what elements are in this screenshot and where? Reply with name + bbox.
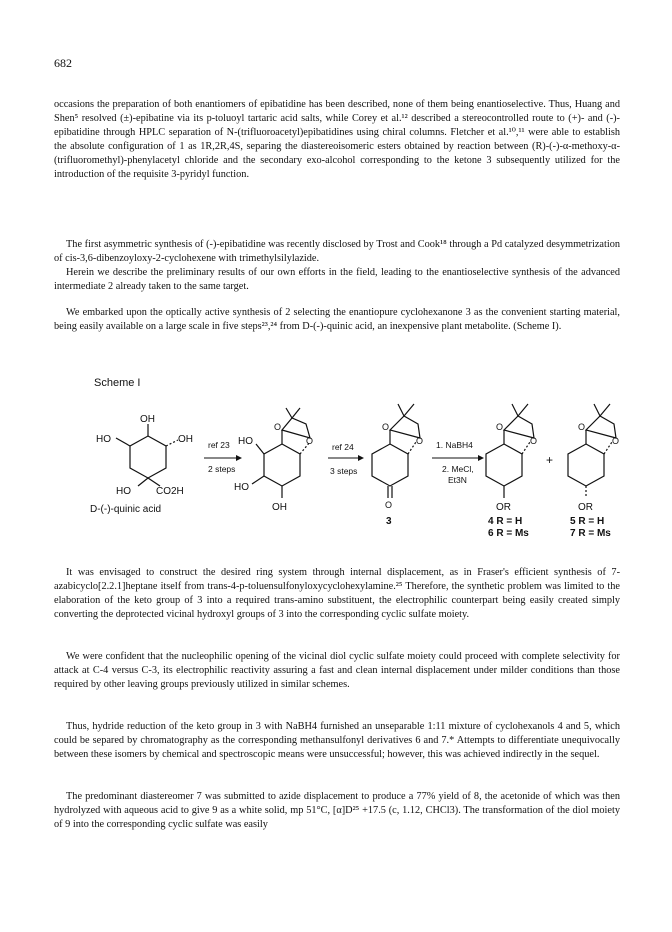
step1-arrowhead (236, 455, 242, 461)
compound3-number: 3 (386, 516, 392, 527)
product-5-7-or: OR (578, 502, 593, 513)
paragraph-1: occasions the preparation of both enantiomers of epibatidine has been described, none of them being enantioselective. Thus, Huang and Shen⁵ resolved (±)-epibatine via its p-toluoyl tartaric acid salts, while Corey et al.¹² described a stereocontrolled route to (+)- and (-)-epibatidine through HPLC separation of N-(trifluoroacetyl)epibatidines using chiral columns. Fletcher et al.¹⁰,¹¹ were able to establish the absolute configuration of 1 as 1R,2R,4S, separing the diastereoisomeric esters obtained by reaction between (R)-(-)-α-methoxy-α-(trifluoromethyl)-phenylacetyl chloride and the secondary exo-alcohol corresponding to the ketone 3 subsequently utilized for the introduction of the requisite 3-pyridyl function. (54, 99, 620, 180)
product-5-7-o2: O (612, 436, 620, 446)
intermediate-o1: O (274, 422, 282, 432)
product-5-label: 5 R = H (570, 516, 605, 527)
quinic-acid-ring (116, 424, 178, 486)
product-4-6-or: OR (496, 502, 511, 513)
intermediate-oh-bottom: OH (272, 502, 287, 513)
quinic-acid-label: D-(-)-quinic acid (90, 504, 162, 515)
paragraph-2: The first asymmetric synthesis of (-)-epibatidine was recently disclosed by Trost and Cook¹⁸ through a Pd catalyzed desymmetrization of cis-3,6-dibenzoyloxy-2-cyclohexene with trimethylsilylazide. (54, 239, 620, 264)
scheme-figure (86, 372, 626, 552)
page-number: 682 (54, 56, 72, 70)
paragraph-4: We embarked upon the optically active synthesis of 2 selecting the enantiopure cyclohexanone 3 as the convenient starting material, being easily available on a large scale in five steps²³,²⁴ from D-(-)-quinic acid, an inexpensive plant metabolite. (Scheme I). (54, 307, 620, 332)
quinic-oh-top: OH (140, 414, 155, 425)
scheme-title: Scheme I (94, 377, 141, 389)
step2-steps: 3 steps (330, 466, 358, 476)
step2-ref: ref 24 (332, 442, 354, 452)
quinic-ho-bottom: HO (116, 486, 131, 497)
step3-arrowhead (478, 455, 484, 461)
product-7-label: 7 R = Ms (570, 528, 611, 539)
paragraph-8: The predominant diastereomer 7 was submitted to azide displacement to produce a 77% yield of 8, the acetonide of which was then hydrolyzed with aqueous acid to give 9 as a white solid, mp 51°C, [α]D²⁵ +17.5 (c, 1.12, CHCl3). The transformation of the diol moiety of 9 into the corresponding cyclic sulfate was easily (54, 791, 620, 830)
intermediate-ho-bottom: HO (234, 482, 249, 493)
product-6-label: 6 R = Ms (488, 528, 529, 539)
compound3-o1: O (382, 422, 390, 432)
reaction-scheme-svg (86, 372, 626, 552)
paragraph-3: Herein we describe the preliminary results of our own efforts in the field, leading to the enantioselective synthesis of the advanced intermediate 2 already taken to the same target. (54, 267, 620, 292)
product-4-label: 4 R = H (488, 516, 523, 527)
step2-arrowhead (358, 455, 364, 461)
compound3-ring (372, 404, 420, 498)
product-4-6-o1: O (496, 422, 504, 432)
product-4-6-o2: O (530, 436, 538, 446)
quinic-ho-left: HO (96, 434, 111, 445)
product-4-6-ring (486, 404, 534, 498)
step3-line2: 2. MeCl, (442, 464, 474, 474)
step1-ref: ref 23 (208, 440, 230, 450)
quinic-oh-right: OH (178, 434, 193, 445)
step3-line3: Et3N (448, 475, 467, 485)
compound3-o2: O (416, 436, 424, 446)
product-5-7-o1: O (578, 422, 586, 432)
quinic-co2h: CO2H (156, 486, 184, 497)
step1-steps: 2 steps (208, 464, 236, 474)
paragraph-6: We were confident that the nucleophilic opening of the vicinal diol cyclic sulfate moiety could proceed with complete selectivity for attack at C-4 versus C-3, its electrophilic reactivity assuring a fast and clean internal displacement under milder conditions than those required by other leaving groups previously utilized in similar schemes. (54, 651, 620, 690)
product-5-7-ring (568, 404, 616, 498)
plus-sign: + (546, 453, 554, 467)
compound3-keto-o: O (385, 500, 393, 510)
paragraph-7: Thus, hydride reduction of the keto group in 3 with NaBH4 furnished an unseparable 1:11 mixture of cyclohexanols 4 and 5, which could be separed by chromatography as the corresponding methansulfonyl derivatives 6 and 7.* Attempts to differentiate unequivocally between these isomers by chemical and spectroscopic means were unsuccessful; however, this was achieved indirectly in the sequel. (54, 721, 620, 760)
step3-line1: 1. NaBH4 (436, 440, 473, 450)
paragraph-5: It was envisaged to construct the desired ring system through internal displacement, as in Fraser's efficient synthesis of 7-azabicyclo[2.2.1]heptane itself from trans-4-p-toluensulfonyloxycyclohexylamine.²⁵ Therefore, the synthetic problem was limited to the elaboration of the keto group of 3 into a required trans-amino substituent, the electrophilic counterpart being easily created simply converting the deprotected vicinal hydroxyl groups of 3 into the corresponding cyclic sulfate moiety. (54, 567, 620, 620)
intermediate-o2: O (306, 436, 314, 446)
intermediate-ho-top: HO (238, 436, 253, 447)
